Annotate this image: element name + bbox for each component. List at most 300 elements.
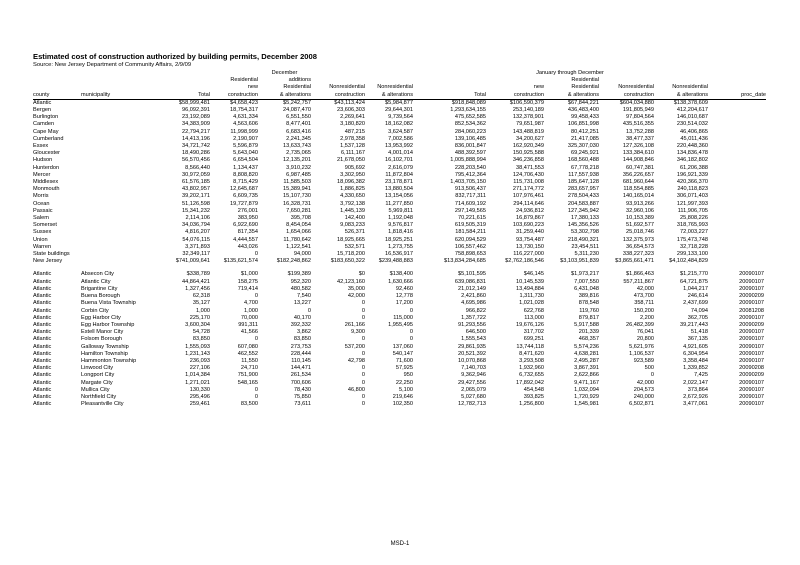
table-cell: $1,000 xyxy=(240,271,258,278)
table-cell: 146,010,687 xyxy=(676,114,709,121)
table-cell: $182,248,862 xyxy=(276,258,311,265)
table-cell: 12,135,201 xyxy=(283,157,311,164)
table-cell: Cumberland xyxy=(33,135,64,142)
table-cell: 143,488,819 xyxy=(512,128,544,135)
table-cell: 817,354 xyxy=(237,229,258,236)
table-cell: 42,000 xyxy=(636,379,655,386)
table-cell xyxy=(708,201,766,208)
table-cell: 318,765,993 xyxy=(676,222,709,229)
table-cell: 0 xyxy=(361,336,365,343)
december-header: December xyxy=(271,70,298,76)
table-cell: $3,865,661,471 xyxy=(615,258,655,265)
table-cell: 139,106,485 xyxy=(454,135,486,142)
table-cell: 10,070,868 xyxy=(458,357,486,364)
table-cell xyxy=(708,251,766,258)
table-cell: 3,910,232 xyxy=(286,164,311,171)
municipality-row xyxy=(33,401,766,408)
table-cell: Galloway Township xyxy=(81,343,129,350)
table-cell: 0 xyxy=(361,372,365,379)
table-cell: 70,000 xyxy=(240,314,258,321)
table-cell: 1,192,048 xyxy=(388,215,413,222)
table-cell: 1,000 xyxy=(244,307,258,314)
table-cell: 15,341,232 xyxy=(182,207,210,214)
table-cell: 13,633,743 xyxy=(283,143,311,150)
table-cell: 420,366,370 xyxy=(676,179,709,186)
table-cell: Atlantic xyxy=(33,99,52,106)
table-cell: Atlantic xyxy=(33,293,52,300)
table-cell: Essex xyxy=(33,143,49,150)
table-cell: 3,600,304 xyxy=(185,321,210,328)
table-cell: Salem xyxy=(33,215,49,222)
table-cell: 116,227,000 xyxy=(513,251,544,258)
table-cell xyxy=(81,186,161,193)
table-cell: 67,778,218 xyxy=(571,164,599,171)
table-cell: 228,444 xyxy=(290,350,311,357)
table-cell: 25,808,226 xyxy=(680,215,709,222)
municipality-row xyxy=(33,394,766,401)
table-cell: 144,471 xyxy=(290,365,311,372)
table-cell xyxy=(708,193,766,200)
county-row xyxy=(33,129,766,136)
table-cell: 6,304,954 xyxy=(683,350,709,357)
table-cell: 30,972,059 xyxy=(182,171,210,178)
table-cell: 20090107 xyxy=(739,271,765,278)
table-cell: $58,999,481 xyxy=(178,99,210,106)
table-cell: 0 xyxy=(254,386,258,393)
res-add-header-2: Residential xyxy=(283,84,311,91)
table-cell: 952,320 xyxy=(290,278,311,285)
table-cell: 699,251 xyxy=(523,336,544,343)
table-cell: 8,566,440 xyxy=(185,164,210,171)
table-cell: 13,880,504 xyxy=(385,186,413,193)
table-cell: $4,658,423 xyxy=(230,99,258,106)
table-cell: 34,721,742 xyxy=(182,143,210,150)
table-cell: 3,371,893 xyxy=(185,243,210,250)
table-cell: 62,318 xyxy=(192,293,210,300)
table-cell: 9,576,817 xyxy=(388,222,413,229)
county-row xyxy=(33,229,766,236)
table-cell: 1,014,384 xyxy=(185,372,210,379)
table-cell: 537,200 xyxy=(344,343,365,350)
table-cell: 20,800 xyxy=(636,336,655,343)
table-cell: Longport City xyxy=(81,372,115,379)
ytd-res-new-header-2: new xyxy=(533,84,544,91)
table-cell xyxy=(81,107,161,114)
table-cell: 2,241,345 xyxy=(286,135,311,142)
table-cell: 40,170 xyxy=(293,314,311,321)
table-cell: 13,730,150 xyxy=(516,243,544,250)
table-cell: 0 xyxy=(409,336,413,343)
table-cell: 93,913,266 xyxy=(626,200,655,207)
table-cell: 7,002,586 xyxy=(388,135,413,142)
table-cell: 991,311 xyxy=(238,321,258,328)
table-cell: 150,200 xyxy=(633,307,655,314)
table-cell: 2,190,907 xyxy=(233,135,258,142)
table-cell: 18,096,382 xyxy=(337,179,365,186)
table-cell: 79,651,987 xyxy=(516,121,544,128)
table-cell xyxy=(81,208,161,215)
table-cell: 905,692 xyxy=(344,164,365,171)
table-cell: $2,762,186,546 xyxy=(505,258,544,265)
table-cell: Buena Vista Township xyxy=(81,300,136,307)
table-cell: 373,864 xyxy=(687,386,709,393)
table-cell: 11,780,642 xyxy=(283,236,311,243)
table-cell: Hunterdon xyxy=(33,164,60,171)
table-cell: 15,389,941 xyxy=(283,186,311,193)
table-cell: 4,638,281 xyxy=(574,350,599,357)
table-cell xyxy=(708,237,766,244)
ytd-nonres-add-header-1: Nonresidential xyxy=(672,84,709,91)
table-cell: $67,844,221 xyxy=(567,99,599,106)
table-cell: 7,425 xyxy=(694,372,709,379)
table-cell: 271,174,772 xyxy=(512,186,544,193)
table-cell: 60,747,381 xyxy=(626,164,655,171)
table-cell: 39,202,171 xyxy=(182,193,210,200)
table-cell: 299,133,100 xyxy=(676,251,709,258)
table-cell: 4,631,334 xyxy=(233,114,258,121)
table-cell xyxy=(708,172,766,179)
table-cell xyxy=(708,143,766,150)
table-cell: 227,106 xyxy=(189,365,210,372)
table-cell: Atlantic xyxy=(33,350,52,357)
table-cell: 99,458,433 xyxy=(571,114,599,121)
table-cell: 43,802,957 xyxy=(182,186,210,193)
table-cell: 72,003,227 xyxy=(680,229,709,236)
table-cell: 2,065,079 xyxy=(461,386,486,393)
table-cell: 273,753 xyxy=(290,343,311,350)
table-cell: 78,430 xyxy=(293,386,311,393)
municipality-row xyxy=(33,351,766,358)
table-cell: 20081208 xyxy=(739,307,765,314)
table-cell: 1,537,128 xyxy=(340,143,365,150)
table-cell: 42,123,160 xyxy=(337,278,365,285)
table-cell: 0 xyxy=(254,293,258,300)
construction-cost-table xyxy=(33,70,766,408)
table-cell: 3,624,587 xyxy=(388,128,413,135)
table-cell: 325,307,030 xyxy=(567,143,599,150)
table-cell: 36,654,573 xyxy=(626,243,655,250)
table-cell: 0 xyxy=(409,329,413,336)
table-cell: $135,621,574 xyxy=(223,258,258,265)
table-cell: 836,001,847 xyxy=(454,143,486,150)
county-row xyxy=(33,186,766,193)
table-cell: $5,101,595 xyxy=(458,271,486,278)
county-row xyxy=(33,165,766,172)
table-cell xyxy=(708,129,766,136)
municipality-rows xyxy=(33,271,766,408)
ytd-nonres-new-header-3: construction xyxy=(599,92,654,100)
county-row xyxy=(33,114,766,121)
table-cell: State buildings xyxy=(33,251,70,258)
table-cell: 1,818,416 xyxy=(388,229,413,236)
table-cell: 487,215 xyxy=(344,128,365,135)
table-cell: 4,695,986 xyxy=(461,300,486,307)
table-cell: 20090107 xyxy=(739,329,765,336)
table-cell: 83,500 xyxy=(240,401,258,408)
table-cell: 225,170 xyxy=(189,314,210,321)
report-title: Estimated cost of construction authorized by building permits, December 2008 xyxy=(33,52,317,61)
table-cell: 7,140,703 xyxy=(461,365,486,372)
table-cell: 2,672,926 xyxy=(683,393,709,400)
table-cell: 20,521,392 xyxy=(458,350,486,357)
table-cell xyxy=(81,258,161,265)
table-cell: Atlantic xyxy=(33,365,52,372)
table-cell: 1,231,143 xyxy=(185,350,210,357)
table-cell: 5,917,588 xyxy=(574,321,599,328)
table-cell: 34,036,794 xyxy=(182,222,210,229)
table-cell: 64,721,875 xyxy=(680,278,709,285)
table-cell: Atlantic xyxy=(33,386,52,393)
table-cell: Somerset xyxy=(33,222,57,229)
table-cell: 532,571 xyxy=(344,243,365,250)
table-cell: 94,000 xyxy=(293,251,311,258)
table-cell: Atlantic xyxy=(33,379,52,386)
table-cell xyxy=(708,165,766,172)
county-row xyxy=(33,121,766,128)
table-cell: Absecon City xyxy=(81,271,114,278)
table-cell: 22,250 xyxy=(395,379,413,386)
table-cell xyxy=(708,244,766,251)
table-cell: 150,925,588 xyxy=(512,150,544,157)
table-cell: 23,178,871 xyxy=(385,179,413,186)
table-cell: Ocean xyxy=(33,200,50,207)
table-cell: 181,584,211 xyxy=(455,229,486,236)
table-cell: 142,400 xyxy=(344,215,365,222)
table-cell: 145,356,526 xyxy=(567,222,599,229)
table-cell: 218,490,321 xyxy=(567,236,599,243)
table-cell: Corbin City xyxy=(81,307,109,314)
county-row xyxy=(33,179,766,186)
table-cell: 2,616,079 xyxy=(388,164,413,171)
county-row xyxy=(33,208,766,215)
table-cell: 11,550 xyxy=(241,357,258,364)
table-cell: 751,900 xyxy=(237,372,258,379)
table-cell: 8,471,620 xyxy=(519,350,544,357)
table-cell xyxy=(708,186,766,193)
table-cell: 412,204,617 xyxy=(676,107,709,114)
table-cell: Pleasantville City xyxy=(81,401,124,408)
table-cell: 1,000 xyxy=(196,307,210,314)
table-cell: 35,127 xyxy=(192,300,210,307)
table-cell: 284,060,223 xyxy=(454,128,486,135)
table-cell: 127,326,108 xyxy=(622,143,655,150)
table-cell: 2,622,866 xyxy=(574,372,599,379)
nonres-new-header-1: Nonresidential xyxy=(329,84,365,91)
table-cell: $4,102,484,829 xyxy=(669,258,709,265)
table-cell: 32,349,117 xyxy=(182,251,210,258)
table-cell: 107,976,461 xyxy=(512,193,544,200)
source-note: Source: New Jersey Department of Community Affairs, 2/9/09 xyxy=(33,62,192,68)
table-cell: 20090209 xyxy=(739,321,765,328)
table-cell: 92,460 xyxy=(395,285,413,292)
table-cell: 1,311,730 xyxy=(519,293,544,300)
table-cell: 61,206,388 xyxy=(680,164,709,171)
table-cell: 144,908,846 xyxy=(622,157,655,164)
table-cell: 102,350 xyxy=(392,401,413,408)
table-cell: Morris xyxy=(33,193,49,200)
table-cell: 1,005,888,994 xyxy=(450,157,486,164)
table-cell: 9,300 xyxy=(351,329,365,336)
table-cell: 1,021,028 xyxy=(519,300,544,307)
table-cell: 21,012,149 xyxy=(458,285,486,292)
table-cell: Atlantic xyxy=(33,285,52,292)
table-cell: 607,080 xyxy=(237,343,258,350)
table-cell: 1,357,722 xyxy=(461,314,486,321)
table-cell: 338,227,323 xyxy=(622,251,655,258)
table-cell: 526,371 xyxy=(344,229,365,236)
table-cell xyxy=(81,150,161,157)
table-cell: 0 xyxy=(254,336,258,343)
table-cell: 113,000 xyxy=(524,314,544,321)
table-cell: Egg Harbor City xyxy=(81,314,121,321)
table-cell: 132,375,973 xyxy=(622,236,655,243)
table-cell: 18,162,082 xyxy=(385,121,413,128)
table-cell: 3,477,061 xyxy=(683,401,709,408)
table-cell: Atlantic xyxy=(33,271,52,278)
table-cell: 389,816 xyxy=(578,293,599,300)
table-cell: 714,609,192 xyxy=(454,200,486,207)
table-cell: 5,969,811 xyxy=(388,207,413,214)
table-cell: 6,609,735 xyxy=(233,193,258,200)
table-cell: 158,275 xyxy=(237,278,258,285)
ytd-total-header: Total xyxy=(413,92,486,100)
table-cell: 1,271,021 xyxy=(185,379,210,386)
table-cell: $199,389 xyxy=(287,271,311,278)
table-cell: 639,086,831 xyxy=(454,278,486,285)
table-cell: 294,114,646 xyxy=(513,200,544,207)
table-cell: $106,590,379 xyxy=(509,99,544,106)
table-cell: 362,705 xyxy=(687,314,709,321)
table-cell: 20090107 xyxy=(739,386,765,393)
table-cell: 42,000 xyxy=(636,285,655,292)
table-cell: Union xyxy=(33,236,48,243)
table-cell: 127,345,942 xyxy=(567,207,599,214)
table-cell: 13,744,118 xyxy=(516,343,544,350)
table-cell: Atlantic xyxy=(33,336,52,343)
table-cell: 9,083,233 xyxy=(340,222,365,229)
table-cell: 540,147 xyxy=(392,350,413,357)
table-cell: 0 xyxy=(361,379,365,386)
nonres-new-header-3: construction xyxy=(311,92,365,100)
table-cell: 24,710 xyxy=(240,365,258,372)
table-cell: 619,505,319 xyxy=(454,222,486,229)
table-cell xyxy=(81,215,161,222)
table-cell: 34,383,909 xyxy=(182,121,210,128)
table-cell: 134,836,478 xyxy=(676,150,709,157)
municipality-row xyxy=(33,358,766,365)
table-cell: 1,955,495 xyxy=(388,321,413,328)
table-cell: 10,145,539 xyxy=(516,278,544,285)
table-cell: $183,650,322 xyxy=(330,258,365,265)
table-cell: 204,573 xyxy=(633,386,655,393)
table-cell: 6,987,485 xyxy=(286,171,311,178)
table-cell: 4,330,650 xyxy=(340,193,365,200)
table-cell: 162,920,349 xyxy=(512,143,544,150)
table-cell xyxy=(81,229,161,236)
table-cell: 1,555,093 xyxy=(185,343,210,350)
table-cell: 83,850 xyxy=(293,336,311,343)
table-cell: 1,654,066 xyxy=(286,229,311,236)
ytd-res-new-header-3: construction xyxy=(486,92,544,100)
table-cell: 20090107 xyxy=(739,350,765,357)
table-cell: 20090107 xyxy=(739,357,765,364)
table-cell: 2,495,287 xyxy=(574,357,599,364)
table-cell: 230,514,032 xyxy=(676,121,709,128)
table-cell: 61,576,185 xyxy=(182,179,210,186)
table-cell: 1,032,094 xyxy=(574,386,599,393)
table-cell: 9,362,946 xyxy=(461,372,486,379)
table-cell: 4,001,014 xyxy=(388,150,413,157)
table-cell: 57,925 xyxy=(395,365,413,372)
table-cell: 832,717,311 xyxy=(455,193,486,200)
table-cell: 8,454,054 xyxy=(286,222,311,229)
table-cell: Passaic xyxy=(33,207,53,214)
table-cell: 3,792,138 xyxy=(340,200,365,207)
county-row xyxy=(33,237,766,244)
table-cell: 317,702 xyxy=(523,329,544,336)
table-cell: 29,644,301 xyxy=(385,107,413,114)
ytd-nonres-add-header-3: & alterations xyxy=(654,92,708,100)
table-cell: 106,851,998 xyxy=(567,121,599,128)
table-cell: 3,293,508 xyxy=(519,357,544,364)
table-cell: 13,154,056 xyxy=(385,193,413,200)
table-cell: 548,165 xyxy=(237,379,258,386)
table-cell: 97,804,564 xyxy=(626,114,655,121)
table-cell xyxy=(81,99,161,107)
county-row xyxy=(33,143,766,150)
table-cell: 71,600 xyxy=(395,357,413,364)
table-cell: 383,950 xyxy=(237,215,258,222)
table-cell: 9,739,564 xyxy=(388,114,413,121)
table-cell: Atlantic xyxy=(33,393,52,400)
table-cell xyxy=(81,193,161,200)
table-cell: 20090209 xyxy=(739,372,765,379)
table-cell: 38,471,553 xyxy=(516,164,544,171)
table-cell: 246,614 xyxy=(687,293,709,300)
table-cell: 13,752,288 xyxy=(626,128,655,135)
table-cell: 24,936,812 xyxy=(516,207,544,214)
municipality-row xyxy=(33,336,766,343)
table-cell: 0 xyxy=(361,401,365,408)
table-cell: 1,327,456 xyxy=(185,285,210,292)
municipality-header: municipality xyxy=(81,92,161,100)
table-cell: 111,906,705 xyxy=(677,207,709,214)
table-cell: 500 xyxy=(644,365,655,372)
table-cell xyxy=(81,129,161,136)
table-cell: Northfield City xyxy=(81,393,117,400)
county-row xyxy=(33,251,766,258)
table-cell: 923,589 xyxy=(633,357,655,364)
table-cell: 80,412,251 xyxy=(571,128,599,135)
table-cell: 54,728 xyxy=(192,329,210,336)
table-cell: 879,817 xyxy=(578,314,599,321)
table-cell: 20090107 xyxy=(739,393,765,400)
table-cell: 1,044,217 xyxy=(683,285,709,292)
nonres-add-header-3: & alterations xyxy=(365,92,413,100)
table-cell: $5,984,877 xyxy=(385,99,413,106)
table-cell: 130,330 xyxy=(189,386,210,393)
table-cell: 38,477,337 xyxy=(626,135,655,142)
table-cell: 93,754,487 xyxy=(516,236,544,243)
table-cell xyxy=(81,136,161,143)
table-cell: 358,711 xyxy=(634,300,655,307)
table-cell: 124,706,430 xyxy=(512,171,544,178)
table-cell xyxy=(81,165,161,172)
table-cell: 1,256,800 xyxy=(519,401,544,408)
table-cell: 11,277,850 xyxy=(385,200,413,207)
table-cell: 283,657,957 xyxy=(567,186,599,193)
table-cell: 1,122,541 xyxy=(286,243,311,250)
